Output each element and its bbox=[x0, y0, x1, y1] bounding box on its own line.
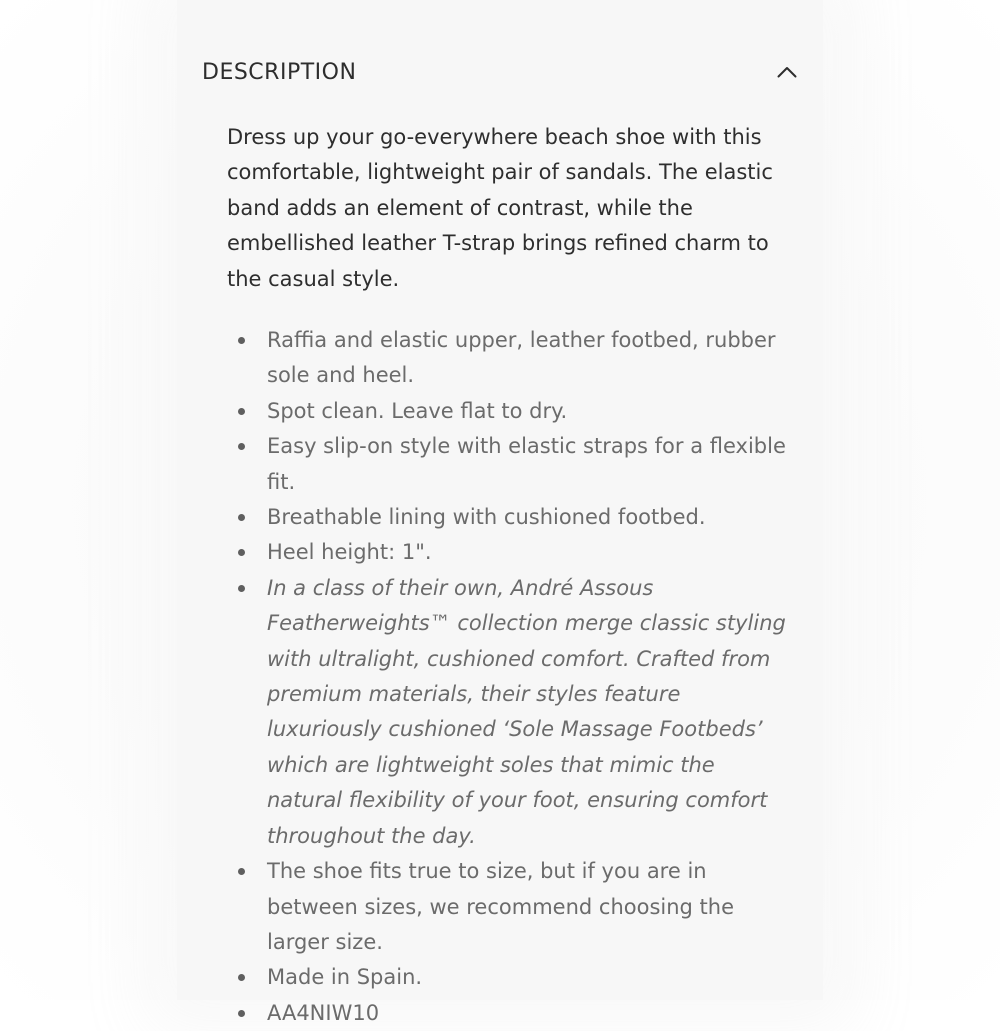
chevron-up-icon[interactable] bbox=[776, 61, 798, 83]
description-panel bbox=[177, 0, 823, 1025]
section-title: DESCRIPTION bbox=[202, 59, 357, 85]
list-item-sku: AA4NIW10 bbox=[227, 996, 787, 1031]
list-item: Breathable lining with cushioned footbed. bbox=[227, 500, 787, 535]
description-accordion-header[interactable] bbox=[202, 52, 798, 92]
list-item-featherweights: In a class of their own, André Assous Featherweights™ collection merge classic styling with ultralight, cushioned comfort. Crafted from premium materials, their styles feature luxuriously cushioned ‘Sole Massage Footbeds’ which are lightweight soles that mimic the natural flexibility of your foot, ensuring comfort throughout the day. bbox=[227, 571, 787, 854]
list-item: Spot clean. Leave flat to dry. bbox=[227, 394, 787, 429]
list-item: The shoe fits true to size, but if you are in between sizes, we recommend choosing the larger size. bbox=[227, 854, 787, 960]
list-item: Raffia and elastic upper, leather footbed, rubber sole and heel. bbox=[227, 323, 787, 394]
list-item: Made in Spain. bbox=[227, 960, 787, 995]
feature-list bbox=[227, 323, 787, 1031]
list-item: Easy slip-on style with elastic straps for a flexible fit. bbox=[227, 429, 787, 500]
list-item: Heel height: 1". bbox=[227, 535, 787, 570]
product-description: Dress up your go-everywhere beach shoe with this comfortable, lightweight pair of sandals. The elastic band adds an element of contrast, while the embellished leather T-strap brings refined charm to the casual style. bbox=[227, 125, 773, 291]
